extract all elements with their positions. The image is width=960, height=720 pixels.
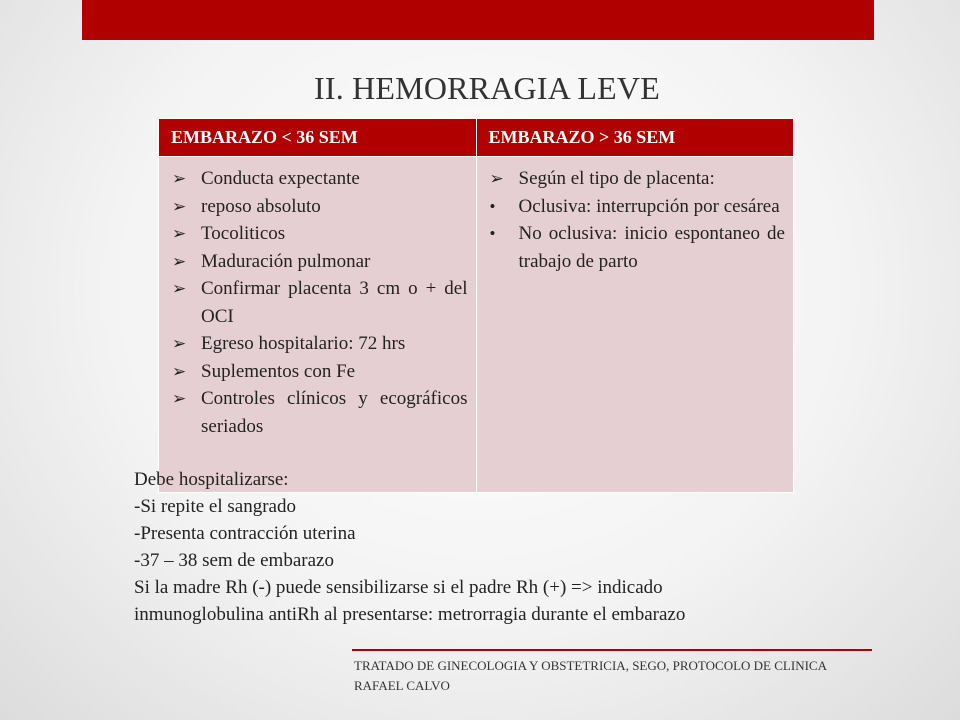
list-item: [169, 275, 468, 330]
list-over-36: [487, 165, 786, 275]
list-item: [169, 385, 468, 440]
list-under-36: [169, 165, 468, 440]
arrow-bullet-icon: ➢: [172, 196, 187, 216]
note-line: -Presenta contracción uterina: [134, 523, 356, 544]
note-line: Si la madre Rh (-) puede sensibilizarse si el padre Rh (+) => indicado: [134, 577, 663, 598]
list-item: [169, 358, 468, 386]
arrow-bullet-icon: ➢: [172, 224, 187, 243]
arrow-bullet-icon: ➢: [172, 389, 187, 408]
list-item-text: No oclusiva: inicio espontaneo de trabajo de parto: [518, 223, 785, 272]
arrow-bullet-icon: ➢: [172, 334, 187, 353]
top-banner: [82, 0, 874, 40]
cell-under-36: [159, 157, 477, 493]
list-item-text: Controles clínicos y ecográficos seriados: [201, 388, 468, 437]
list-item-text: Según el tipo de placenta:: [518, 168, 715, 189]
list-item: [487, 165, 786, 193]
list-item: [169, 220, 468, 248]
note-line: -37 – 38 sem de embarazo: [134, 550, 334, 571]
bullet-icon: •: [489, 196, 496, 216]
list-item-text: Confirmar placenta 3 cm o + del OCI: [201, 278, 468, 327]
header-under-36: EMBARAZO < 36 SEM: [159, 119, 477, 157]
note-line: -Si repite el sangrado: [134, 496, 296, 517]
arrow-bullet-icon: ➢: [172, 251, 187, 271]
list-item: [169, 330, 468, 358]
hospitalization-notes: [134, 466, 854, 628]
arrow-bullet-icon: ➢: [172, 361, 187, 381]
cell-over-36: [476, 157, 794, 493]
note-line: inmunoglobulina antiRh al presentarse: metrorragia durante el embarazo: [134, 604, 686, 625]
list-item: [169, 165, 468, 193]
arrow-bullet-icon: ➢: [172, 279, 187, 298]
list-item-text: Oclusiva: interrupción por cesárea: [518, 195, 780, 217]
list-item-text: Egreso hospitalario: 72 hrs: [201, 333, 406, 354]
list-item: [487, 193, 786, 221]
list-item-text: Conducta expectante: [201, 168, 360, 189]
comparison-table: [158, 118, 794, 493]
list-item: [487, 220, 786, 275]
list-item-text: Maduración pulmonar: [201, 250, 371, 272]
bullet-icon: •: [489, 224, 496, 243]
list-item: [169, 248, 468, 276]
arrow-bullet-icon: ➢: [489, 169, 504, 188]
list-item-text: Tocoliticos: [201, 223, 286, 244]
list-item-text: reposo absoluto: [201, 195, 321, 217]
list-item: [169, 193, 468, 221]
footer-divider: [352, 649, 872, 651]
note-line: Debe hospitalizarse:: [134, 469, 289, 490]
source-citation: TRATADO DE GINECOLOGIA Y OBSTETRICIA, SEGO, PROTOCOLO DE CLINICA RAFAEL CALVO: [354, 658, 827, 693]
page-title: II. HEMORRAGIA LEVE: [314, 70, 660, 106]
arrow-bullet-icon: ➢: [172, 169, 187, 188]
list-item-text: Suplementos con Fe: [201, 360, 356, 382]
header-over-36: EMBARAZO > 36 SEM: [476, 119, 794, 157]
